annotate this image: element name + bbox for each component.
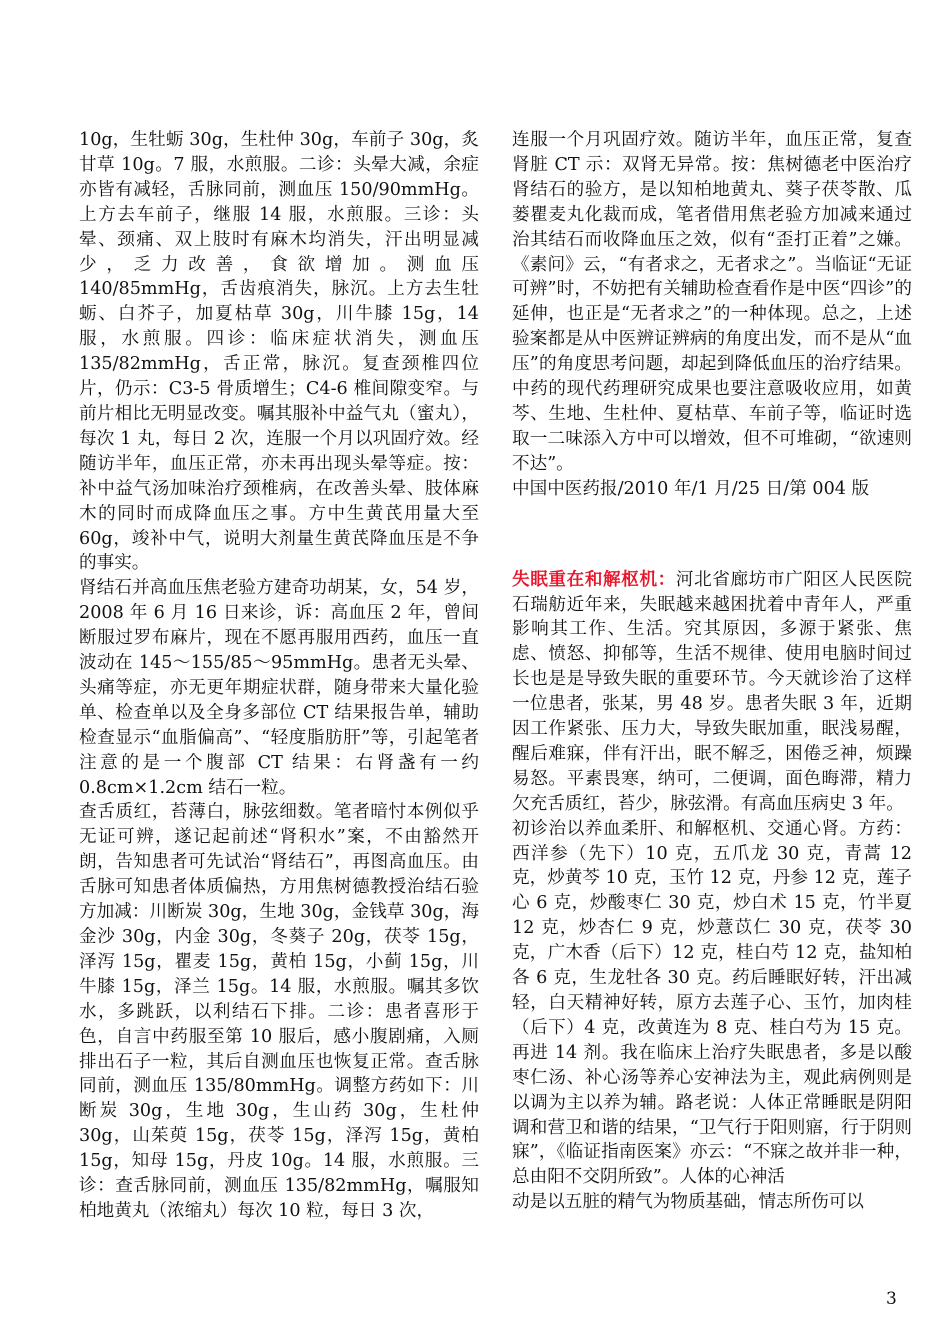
case-continuation-paragraph: 10g，生牡蛎 30g，生杜仲 30g，车前子 30g，炙甘草 10g。7 服，水煎服。二诊：头晕大减，余症亦皆有减轻，舌脉同前，测血压 150/90mmHg。上方去车前子，继服 14 服，水煎服。三诊：头晕、颈痛、双上肢时有麻木均消失，汗出明显减少，乏力改善，食欲增加。测血压 140/85mmHg，舌齿痕消失，脉沉。上方去生牡蛎、白芥子，加夏枯草 30g，川牛膝 15g，14 服，水煎服。四诊：临床症状消失，测血压 135/82mmHg，舌正常，脉沉。复查颈椎四位片，仍示：C3-5 骨质增生；C4-6 椎间隙变窄。与前片相比无明显改变。嘱其服补中益气丸（蜜丸），每次 1 丸，每日 2 次，连服一个月以巩固疗效。经随访半年，血压正常，亦未再出现头晕等症。按：补中益气汤加味治疗颈椎病，在改善头晕、肢体麻木的同时而成降血压之事。方中生黄芪用量大至 60g，竣补中气，说明大剂量生黄芪降血压是不争的事实。 [79,130,479,574]
page-number: 3 [886,1289,897,1309]
insomnia-article-paragraph [512,568,912,817]
left-column [79,128,479,1224]
closing-paragraph: 动是以五脏的精气为物质基础，情志所伤可以 [512,1192,864,1213]
prescription-paragraph: 初诊治以养血柔肝、和解枢机、交通心肾。方药：西洋参（先下）10 克，五爪龙 30 克，青蒿 12 克，炒黄芩 10 克，玉竹 12 克，丹参 12 克，莲子心 6 克，炒酸枣仁 30 克，炒白术 15 克，竹半夏 12 克，炒杏仁 9 克，炒薏苡仁 30 克，茯苓 30 克，广木香（后下）12 克，桂白芍 12 克，盐知柏各 6 克，生龙牡各 30 克。药后睡眠好转，汗出减轻，白天精神好转，原方去莲子心、玉竹，加肉桂（后下）4 克，改黄连为 8 克、桂白芍为 15 克。再进 14 剂。我在临床上治疗失眠患者，多是以酸枣仁汤、补心汤等养心安神法为主，观此病例则是以调为主以养为辅。路老说：人体正常睡眠是阴阳调和营卫和谐的结果，“卫气行于阳则寤，行于阴则寐”，《临证指南医案》亦云：“不寐之故并非一种，总由阳不交阴所致”。人体的心神活 [512,818,912,1188]
source-line: 中国中医药报/2010 年/1 月/25 日/第 004 版 [512,478,870,499]
kidney-stone-case-paragraph: 肾结石并高血压焦老验方建奇功胡某，女，54 岁，2008 年 6 月 16 日来诊，诉：高血压 2 年，曾间断服过罗布麻片，现在不愿再服用西药，血压一直波动在 145～155/85～95mmHg。患者无头晕、头痛等症，亦无更年期症状群，随身带来大量化验单、检查单以及全身多部位 CT 结果报告单，辅助检查显示“血脂偏高”、“轻度脂肪肝”等，引起笔者注意的是一个腹部 CT 结果：右肾盏有一约 0.8cm×1.2cm 结石一粒。 [79,578,479,798]
right-column [512,128,912,1215]
commentary-paragraph: 连服一个月巩固疗效。随访半年，血压正常，复查肾脏 CT 示：双肾无异常。按：焦树德老中医治疗肾结石的验方，是以知柏地黄丸、葵子茯苓散、瓜蒌瞿麦丸化裁而成，笔者借用焦老验方加减来通过治其结石而收降血压之效，似有“歪打正着”之嫌。《素问》云，“有者求之，无者求之”。当临证“无证可辨”时，不妨把有关辅助检查看作是中医“四诊”的延伸，也正是“无者求之”的一种体现。总之，上述验案都是从中医辨证辨病的角度出发，而不是从“血压”的角度思考问题，却起到降低血压的治疗结果。中药的现代药理研究成果也要注意吸收应用，如黄芩、生地、生杜仲、夏枯草、车前子等，临证时选取一二味添入方中可以增效，但不可堆砌，“欲速则不达”。 [512,130,912,474]
treatment-paragraph: 查舌质红，苔薄白，脉弦细数。笔者暗忖本例似乎无证可辨，遂记起前述“肾积水”案，不由豁然开朗，告知患者可先试治“肾结石”，再图高血压。由舌脉可知患者体质偏热，方用焦树德教授治结石验方加减：川断炭 30g，生地 30g，金钱草 30g，海金沙 30g，内金 30g，冬葵子 20g，茯苓 15g，泽泻 15g，瞿麦 15g，黄柏 15g，小蓟 15g，川牛膝 15g，泽兰 15g。14 服，水煎服。嘱其多饮水，多跳跃，以利结石下排。二诊：患者喜形于色，自言中药服至第 10 服后，感小腹剧痛，入厕排出石子一粒，其后自测血压也恢复正常。查舌脉同前，测血压 135/80mmHg。调整方药如下：川断炭 30g，生地 30g，生山药 30g，生杜仲 30g，山茱萸 15g，茯苓 15g，泽泻 15g，黄柏 15g，知母 15g，丹皮 10g。14 服，水煎服。三诊：查舌脉同前，测血压 135/82mmHg，嘱服知柏地黄丸（浓缩丸）每次 10 粒，每日 3 次， [79,802,479,1221]
article-title: 失眠重在和解枢机： [512,568,676,590]
article-body: 河北省廊坊市广阳区人民医院石瑞舫近年来，失眠越来越困扰着中青年人，严重影响其工作、生活。究其原因，多源于紧张、焦虑、愤怒、抑郁等，生活不规律、使用电脑时间过长也是是导致失眠的重要环节。今天就诊治了这样一位患者，张某，男 48 岁。患者失眠 3 年，近期因工作紧张、压力大，导致失眠加重，眠浅易醒，醒后难寐，伴有汗出，眠不解乏，困倦乏神，烦躁易怒。平素畏寒，纳可，二便调，面色晦滞，精力欠充舌质红，苔少，脉弦滑。有高血压病史 3 年。 [512,569,912,814]
section-gap [512,502,912,568]
